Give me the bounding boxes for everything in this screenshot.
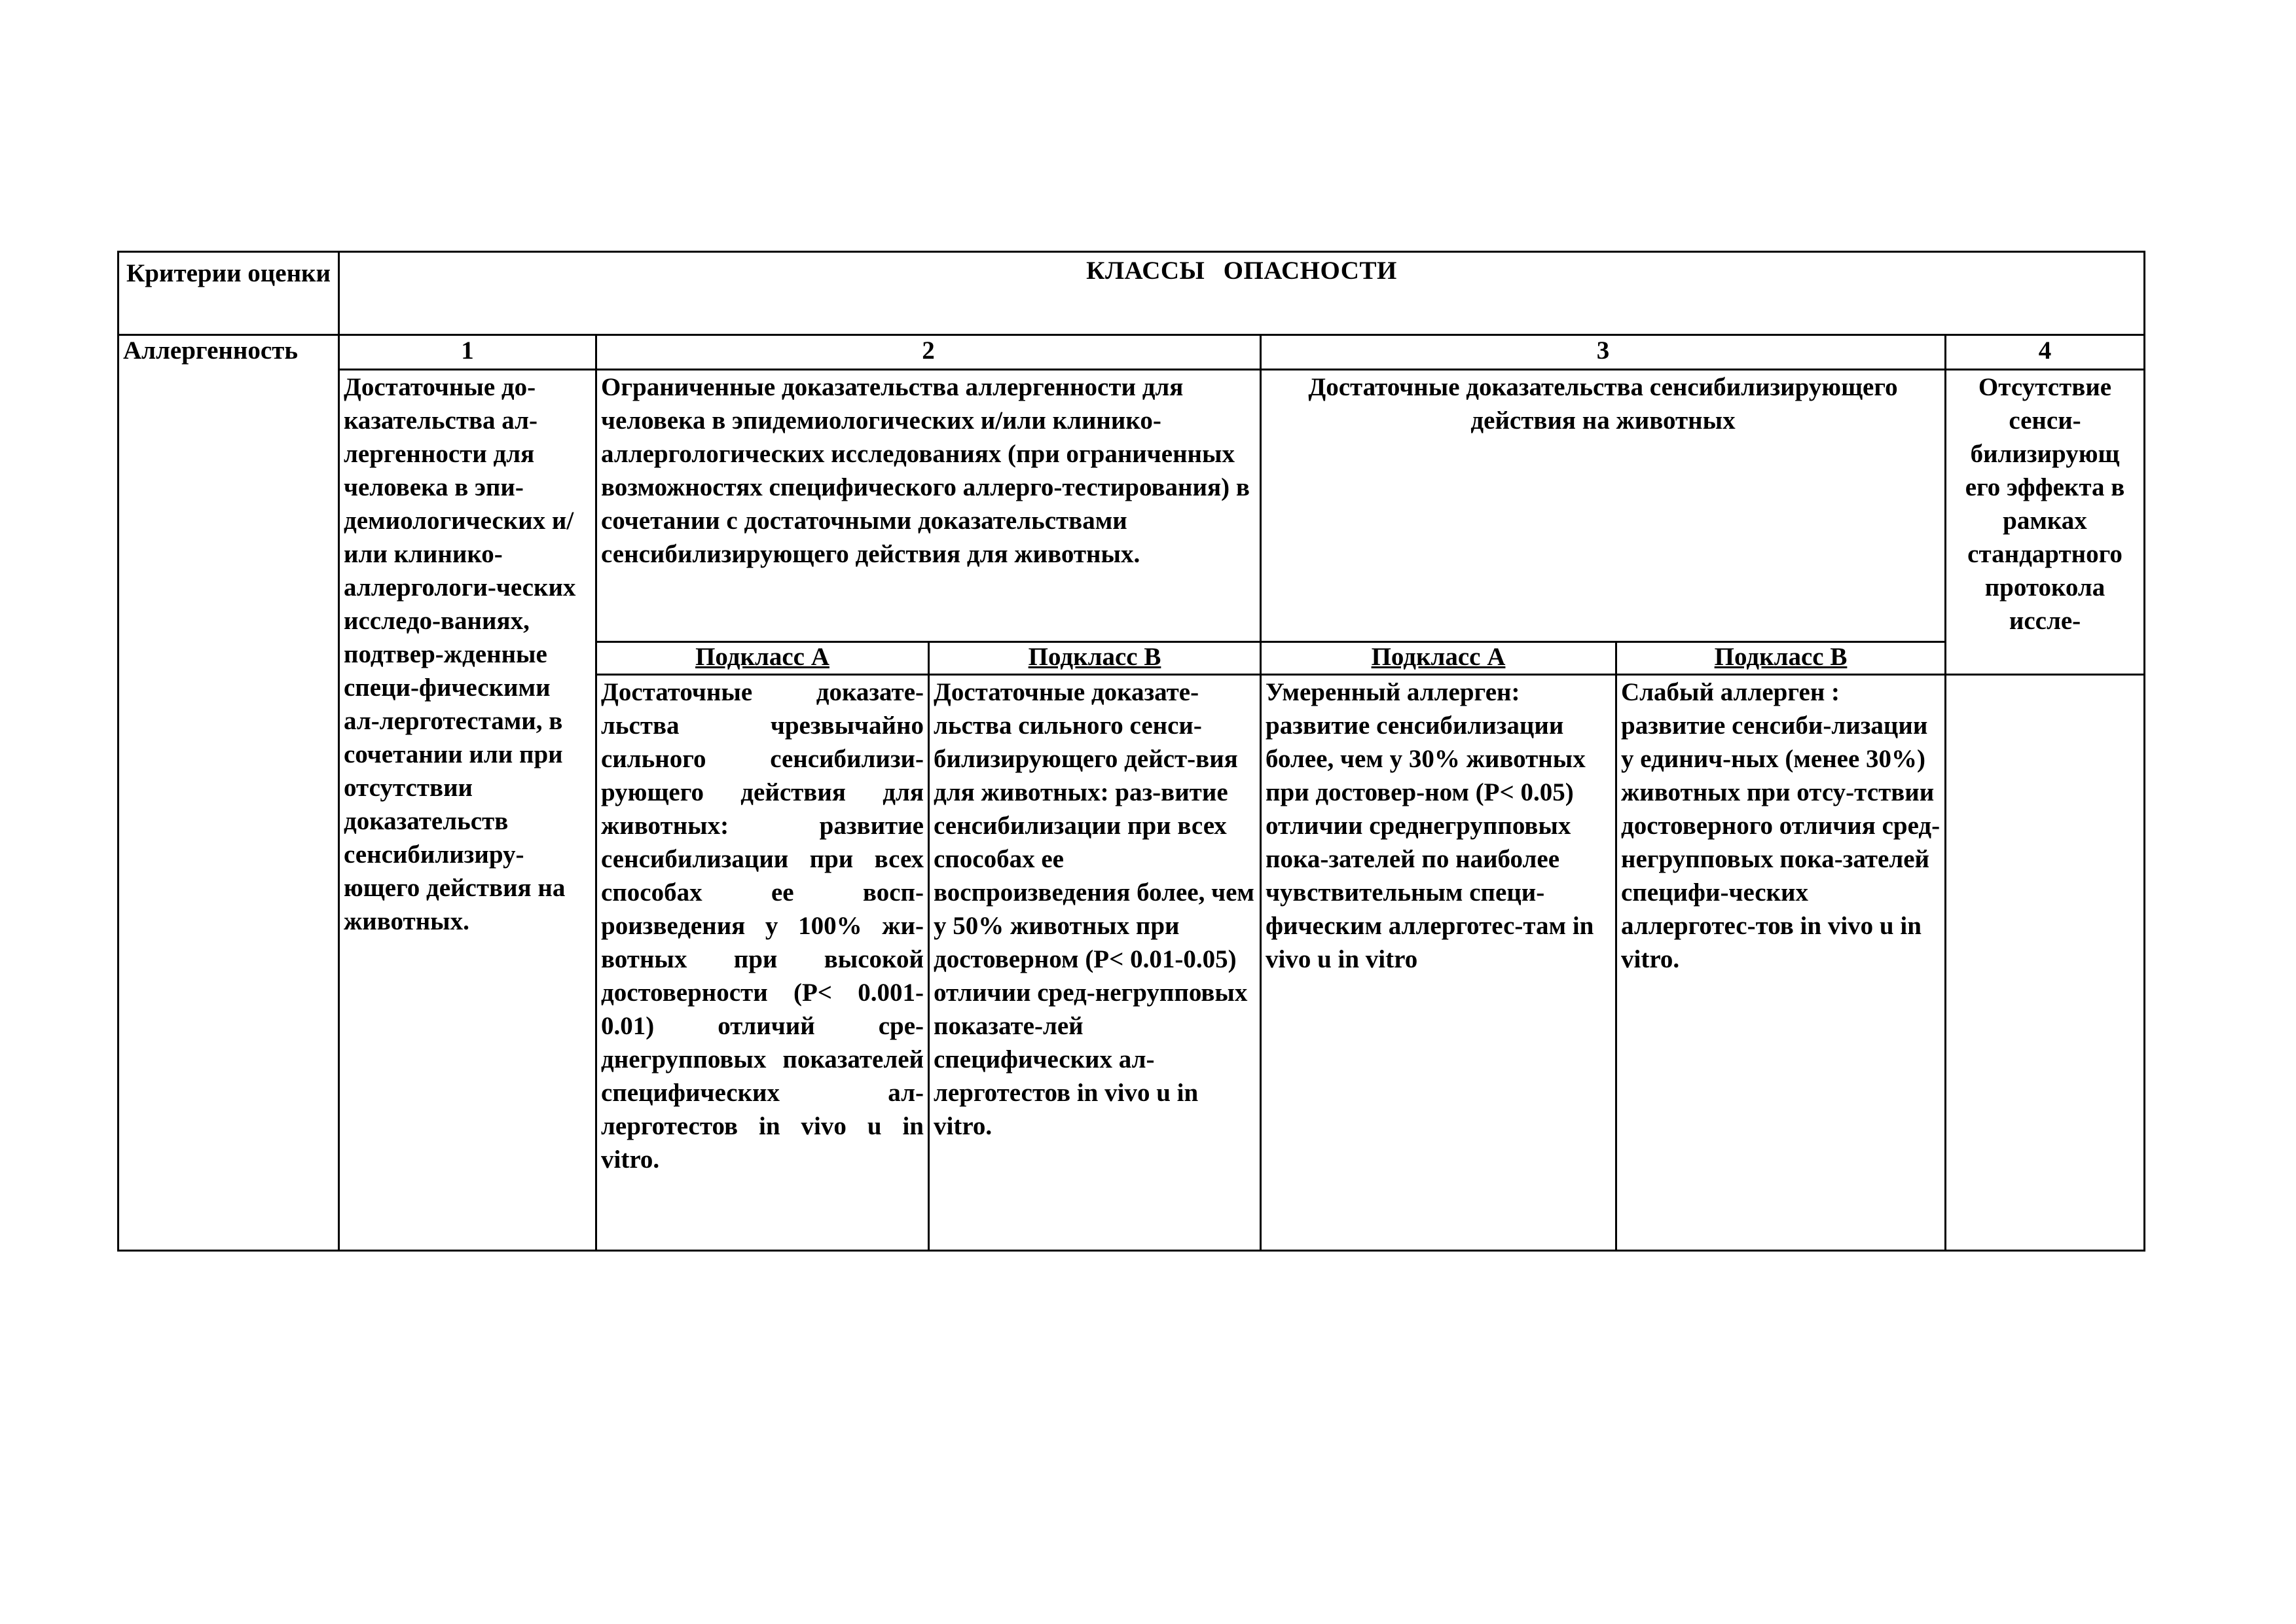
class-3-number: 3 <box>1261 335 1946 370</box>
class-2-subclass-a-text: Достаточные доказате-льства чрезвычайно сильного сенсибилизи-рующего действия для животных: развитие сенсибилизации при всех способах ее восп-роизведения у 100% жи-вотных при высокой достоверности (Р< 0.001-0.01) отличий сре-днегрупповых показателей специфических ал-лерготестов in vivo u in vitro. <box>601 678 924 1174</box>
class-2-text: Ограниченные доказательства аллергенности для человека в эпидемиологических и/или клинико-аллергологических исследованиях (при ограниченных возможностях специфического аллерго-тестирования) в сочетании с достаточными доказательствами сенсибилизирующего действия для животных. <box>601 373 1250 568</box>
class-2-subclass-b-title: Подкласс В <box>929 642 1261 675</box>
class-3-subclass-a-text: Умеренный аллерген: развитие сенсибилизации более, чем у 30% животных при достовер-ном (Р< 0.05) отличии среднегрупповых пока-зателей по наиболее чувствительным специ-фическим аллерготес-там in vivo u in vitro <box>1266 678 1594 973</box>
class-numbers-row <box>118 335 2145 370</box>
class-3-description <box>1261 370 1946 642</box>
hazard-class-table <box>117 251 2145 1252</box>
hazard-classes-header <box>339 252 2145 335</box>
criteria-header-label: Критерии оценки <box>126 259 331 287</box>
class-3-subclass-b-content <box>1616 675 1946 1251</box>
class-2-subclass-a-title: Подкласс А <box>596 642 929 675</box>
criteria-header <box>118 252 339 335</box>
class-3-subclass-a-title: Подкласс А <box>1261 642 1616 675</box>
class-4-empty-cell <box>1946 675 2145 1251</box>
class-2-number: 2 <box>596 335 1261 370</box>
class-descriptions-row <box>118 370 2145 642</box>
hazard-classes-title: КЛАССЫ ОПАСНОСТИ <box>1086 257 1397 285</box>
class-1-text: Достаточные до-казательства ал-лергенности для человека в эпи-демиологических и/или клинико-аллергологи-ческих исследо-ваниях, подтвер-жденные специ-фическими ал-лерготестами, в сочетании или при отсутствии доказательств сенсибилизиру-ющего действия на животных. <box>344 373 576 935</box>
class-1-description <box>339 370 596 1251</box>
allergenicity-label-cell <box>118 335 339 1251</box>
class-3-text: Достаточные доказательства сенсибилизирующего действия на животных <box>1308 373 1898 435</box>
header-row <box>118 252 2145 335</box>
class-4-description <box>1946 370 2145 675</box>
row-label-allergenicity: Аллергенность <box>123 336 298 365</box>
class-3-subclass-b-text: Слабый аллерген : развитие сенсиби-лизации у единич-ных (менее 30%) животных при отсу-тствии достоверного отличия сред-негрупповых пока-зателей специфи-ческих аллерготес-тов in vivo u in vitro. <box>1621 678 1941 973</box>
class-1-number: 1 <box>339 335 596 370</box>
class-2-subclass-a-content <box>596 675 929 1251</box>
class-3-subclass-a-content <box>1261 675 1616 1251</box>
class-3-subclass-b-title: Подкласс В <box>1616 642 1946 675</box>
class-2-subclass-b-text: Достаточные доказате-льства сильного сенси-билизирующего дейст-вия для животных: раз-витие сенсибилизации при всех способах ее воспроизведения более, чем у 50% животных при достоверном (Р< 0.01-0.05) отличии сред-негрупповых показате-лей специфических ал-лерготестов in vivo u in vitro. <box>934 678 1254 1140</box>
class-2-subclass-b-content <box>929 675 1261 1251</box>
class-4-number: 4 <box>1946 335 2145 370</box>
class-4-text: Отсутствие сенси-билизирующ его эффекта в рамках стандартного протокола иссле- <box>1965 373 2125 635</box>
class-2-description <box>596 370 1261 642</box>
